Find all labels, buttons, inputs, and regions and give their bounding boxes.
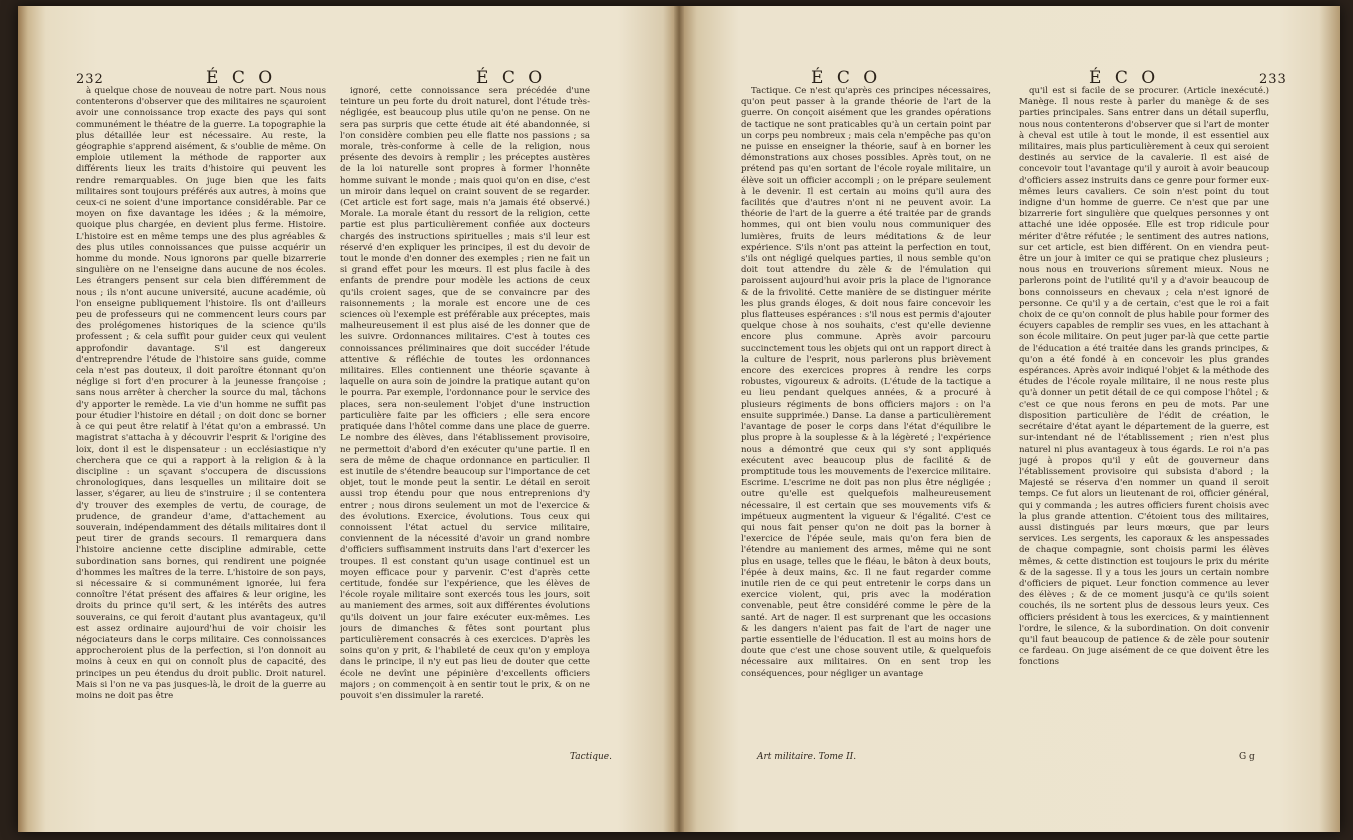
page-number: 233	[1259, 72, 1287, 87]
running-head: É C O	[476, 68, 547, 88]
column-text: Tactique. Ce n'est qu'après ces principes nécessaires, qu'on peut passer à la grande théorie de l'art de la guerre. On conçoit aisément que les grandes opérations de tactique ne sont praticables qu'à un certain point par un corps peu nombreux ; mais cela n'empêche pas qu'on ne puisse en enseigner la théorie, sauf à en borner les démonstrations aux choses possibles. Après tout, on ne prétend pas qu'en sortant de l'école royale militaire, un élève soit un officier accompli ; on le prépare seulement à le devenir. Il est certain au moins qu'il aura des facilités que d'autres n'ont ni ne peuvent avoir. La théorie de l'art de la guerre a été traitée par de grands hommes, qui ont bien voulu nous communiquer des lumières, fruits de leurs méditations & de leur expérience. S'ils n'ont pas atteint la perfection en tout, s'ils ont négligé quelques parties, il nous semble qu'on doit tout attendre du zèle & de l'émulation qui paroissent aujourd'hui avoir pris la place de l'ignorance & de la frivolité. Cette manière de se distinguer mérite les plus grands éloges, & doit nous faire concevoir les plus flatteuses espérances : s'il nous est permis d'ajouter quelque chose à nos souhaits, c'est qu'elle devienne encore plus commune. Après avoir parcouru succinctement tous les objets qui ont un rapport direct à la culture de l'esprit, nous parlerons plus brièvement encore des exercices propres à rendre les corps robustes, vigoureux & adroits. (L'étude de la tactique a eu lieu pendant quelques années, & a procuré à plusieurs régiments de bons officiers majors : on l'a ensuite supprimée.) Danse. La danse a particulièrement l'avantage de poser le corps dans l'état d'équilibre le plus propre à la souplesse & à la légèreté ; l'expérience nous a démontré que ceux qui s'y sont appliqués exécutent avec beaucoup plus de facilité & de promptitude tous les mouvements de l'exercice militaire. Escrime. L'escrime ne doit pas non plus être négligée ; outre qu'elle est quelquefois malheureusement nécessaire, il est certain que ses mouvements vifs & impétueux augmentent la vigueur & l'égalité. C'est ce qui nous fait penser qu'on ne doit pas la borner à l'exercice de l'épée seule, mais qu'on fera bien de l'étendre au maniement des armes, même qui ne sont plus en usage, telles que le fléau, le bâton à deux bouts, l'épée à deux mains, &c. Il ne faut regarder comme inutile rien de ce qui peut entretenir le corps dans un exercice violent, qui, pris avec la modération convenable, peut être considéré comme le père de la santé. Art de nager. Il est surprenant que les occasions & les dangers n'aient pas fait de l'art de nager une partie essentielle de l'éducation. Il est au moins hors de doute que c'est une chose souvent utile, & quelquefois nécessaire aux militaires. On en sent trop les conséquences, pour négliger un avantage	[741, 86, 991, 679]
book-gutter	[674, 6, 684, 832]
book-footer: Art militaire. Tome II.	[757, 752, 857, 762]
running-head: É C O	[1089, 68, 1160, 88]
text-column	[340, 86, 590, 746]
text-column	[741, 86, 991, 746]
right-page	[679, 6, 1340, 832]
text-column	[76, 86, 326, 746]
running-head: É C O	[206, 68, 277, 88]
running-head: É C O	[811, 68, 882, 88]
column-text: à quelque chose de nouveau de notre part. Nous nous contenterons d'observer que des militaires ne sçauroient avoir une connoissance trop exacte des pays qui sont communément le théatre de la guerre. La topographie la plus détaillée leur est nécessaire. Au reste, la géographie s'apprend aisément, & s'oublie de même. On emploie utilement la méthode de rapporter aux différents lieux les traits d'histoire qui peuvent les rendre remarquables. On juge bien que les faits militaires sont toujours préférés aux autres, à moins que ceux-ci ne soient d'une importance considérable. Par ce moyen on fixe davantage les idées ; & la mémoire, quoique plus chargée, en devient plus ferme. Histoire. L'histoire est en même temps une des plus agréables & des plus utiles connoissances que puisse acquérir un homme du monde. Nous ignorons par quelle bizarrerie singulière on ne l'enseigne dans aucune de nos écoles. Les étrangers pensent sur cela bien différemment de nous ; ils n'ont aucune université, aucune académie, où l'on enseigne publiquement l'histoire. Ils ont d'ailleurs peu de professeurs qui ne commencent leurs cours par des prolégomenes historiques de la science qu'ils professent ; & cela suffit pour guider ceux qui veulent approfondir davantage. S'il est dangereux d'entreprendre l'étude de l'histoire sans guide, comme cela n'est pas douteux, il doit paroître étonnant qu'on néglige si fort d'en procurer à la jeunesse françoise ; sans nous arrêter à chercher la source du mal, tâchons d'y apporter le remède. La vie d'un homme ne suffit pas pour étudier l'histoire en détail ; on doit donc se borner à ce qui peut être relatif à l'état qu'on a embrassé. Un magistrat s'attacha à y découvrir l'esprit & l'origine des loix, dont il est le dispensateur : un ecclésiastique n'y cherchera que ce qui a rapport à la religion & à la discipline : un sçavant s'occupera de discussions chronologiques, dans lesquelles un militaire doit se lasser, s'égarer, au lieu de s'instruire ; il se contentera d'y trouver des exemples de vertu, de courage, de prudence, de grandeur d'ame, d'attachement au souverain, indépendamment des détails militaires dont il peut tirer de grands secours. Il remarquera dans l'histoire ancienne cette discipline admirable, cette subordination sans bornes, qui rendirent une poignée d'hommes les maîtres de la terre. L'histoire de son pays, si nécessaire & si communément ignorée, lui fera connoître l'état présent des affaires & leur origine, les droits du prince qu'il sert, & les intérêts des autres souverains, ce qui feroit d'autant plus avantageux, qu'il est assez ordinaire aujourd'hui de voir choisir les négociateurs dans le corps militaire. Ces connoissances approcheroient plus de la perfection, si l'on donnoit au moins à ceux en qui on connoît plus de capacité, des principes un peu étendus du droit public. Droit naturel. Mais si l'on ne va pas jusques-là, le droit de la guerre au moins ne doit pas être	[76, 86, 326, 701]
column-text: ignoré, cette connoissance sera précédée d'une teinture un peu forte du droit naturel, dont l'étude très-négligée, est beaucoup plus utile qu'on ne pense. On ne sera pas surpris que cette étude ait été abandonnée, si l'on considère combien peu elle flatte nos passions ; sa morale, très-conforme à celle de la religion, nous présente des devoirs à remplir ; les préceptes austères de la loi naturelle sont propres à former l'honnête homme suivant le monde ; mais quoi qu'on en dise, c'est un miroir dans lequel on craint souvent de se regarder. (Cet article est fort sage, mais n'a jamais été observé.) Morale. La morale étant du ressort de la religion, cette partie est plus particulièrement confiée aux docteurs chargés des instructions spirituelles ; mais s'il leur est réservé d'en expliquer les principes, il est du devoir de tout le monde d'en donner des exemples ; rien ne fait un si grand effet pour les mœurs. Il est plus facile à des enfants de prendre pour modèle les actions de ceux qu'ils croient sages, que de se convaincre par des raisonnements ; la morale est encore une de ces sciences où l'exemple est préférable aux préceptes, mais malheureusement il est plus aisé de les donner que de les suivre. Ordonnances militaires. C'est à toutes ces connoissances préliminaires que doit succéder l'étude attentive & réfléchie de toutes les ordonnances militaires. Elles contiennent une théorie sçavante à laquelle on aura soin de joindre la pratique autant qu'on le pourra. Par exemple, l'ordonnance pour le service des places, sera non-seulement l'objet d'une instruction particulière faite par les officiers ; elle sera encore pratiquée dans l'hôtel comme dans une place de guerre. Le nombre des élèves, dans l'établissement provisoire, ne permettoit d'abord d'en exécuter qu'une partie. Il en sera de même de chaque ordonnance en particulier. Il est inutile de s'étendre beaucoup sur l'importance de cet objet, tout le monde peut la sentir. Le détail en seroit aussi trop étendu pour que nous entreprenions d'y entrer ; nous dirons seulement un mot de l'exercice & des évolutions. Exercice, évolutions. Tous ceux qui connoissent l'état actuel du service militaire, conviennent de la nécessité d'avoir un grand nombre d'officiers suffisamment instruits dans l'art d'exercer les troupes. Il est constant qu'un usage continuel est un moyen efficace pour y parvenir. C'est d'après cette certitude, fondée sur l'expérience, que les élèves de l'école royale militaire sont exercés tous les jours, soit au maniement des armes, soit aux différentes évolutions qu'ils doivent un jour faire exécuter eux-mêmes. Les jours de dimanches & fêtes sont pourtant plus particulièrement consacrés à ces exercices. D'après les soins qu'on y prit, & l'habileté de ceux qu'on y employa dans le principe, il n'y eut pas lieu de douter que cette école ne devînt une pépinière d'excellents officiers majors ; on commençoit à en sentir tout le prix, & on ne pouvoit s'en dissimuler la rareté.	[340, 86, 590, 701]
column-text: qu'il est si facile de se procurer. (Article inexécuté.) Manège. Il nous reste à parler du manège & de ses parties principales. Sans entrer dans un détail superflu, nous nous contenterons d'observer que si l'art de monter à cheval est utile à tout le monde, il est essentiel aux militaires, mais plus particulièrement à ceux qui seroient destinés au service de la cavalerie. Il est aisé de concevoir tout l'avantage qu'il y auroit à avoir beaucoup d'officiers assez instruits dans ce genre pour former eux-mêmes leurs cavaliers. Ce soin n'est point du tout indigne d'un homme de guerre. Ce n'est que par une bizarrerie fort singulière que quelques personnes y ont attaché une idée opposée. Elle est trop ridicule pour mériter d'être réfutée ; le sentiment des autres nations, sur cet article, est bien différent. On en viendra peut-être un jour à imiter ce qui se pratique chez plusieurs ; nous nous en trouverions sûrement mieux. Nous ne parlerons point de l'utilité qu'il y a d'avoir beaucoup de bons connoisseurs en chevaux ; cela n'est ignoré de personne. Ce qu'il y a de certain, c'est que le roi a fait choix de ce qu'on connoît de plus habile pour former des écuyers capables de remplir ses vues, en les attachant à son école militaire. On peut juger par-là que cette partie de l'éducation a été traitée dans les grands principes, & qu'on a été fondé à en concevoir les plus grandes espérances. Après avoir indiqué l'objet & la méthode des études de l'école royale militaire, il ne nous reste plus qu'à donner un petit détail de ce qui compose l'hôtel ; & c'est ce que nous ferons en peu de mots. Par une disposition particulière de l'édit de création, le secrétaire d'état ayant le département de la guerre, est sur-intendant né de l'établissement ; rien n'est plus naturel ni plus avantageux à tous égards. Le roi n'a pas jugé à propos qu'il y eût de gouverneur dans l'établissement provisoire qui subsista d'abord ; la Majesté se réserva d'en nommer un quand il seroit temps. Ce fut alors un lieutenant de roi, officier général, qui y commanda ; les autres officiers furent choisis avec la plus grande attention. C'étoient tous des militaires, aussi distingués par leurs mœurs, que par leurs services. Les sergents, les caporaux & les anspessades de chaque compagnie, sont choisis parmi les élèves mêmes, & cette distinction est toujours le prix du mérite & de la sagesse. Il y a tous les jours un certain nombre d'officiers de piquet. Leur fonction commence au lever des élèves ; & de ce moment jusqu'à ce qu'ils soient couchés, ils ne sortent plus de dessous leurs yeux. Ces officiers président à tous les exercices, & y maintiennent l'ordre, le silence, & la subordination. On doit convenir qu'il faut beaucoup de patience & de zèle pour soutenir ce fardeau. On juge aisément de ce que doivent être les fonctions	[1019, 86, 1269, 668]
catchword: Tactique.	[570, 752, 612, 762]
left-page	[18, 6, 679, 832]
text-column	[1019, 86, 1269, 746]
page-number: 232	[76, 72, 104, 87]
signature-mark: G g	[1239, 752, 1255, 762]
book-spread	[18, 6, 1340, 832]
